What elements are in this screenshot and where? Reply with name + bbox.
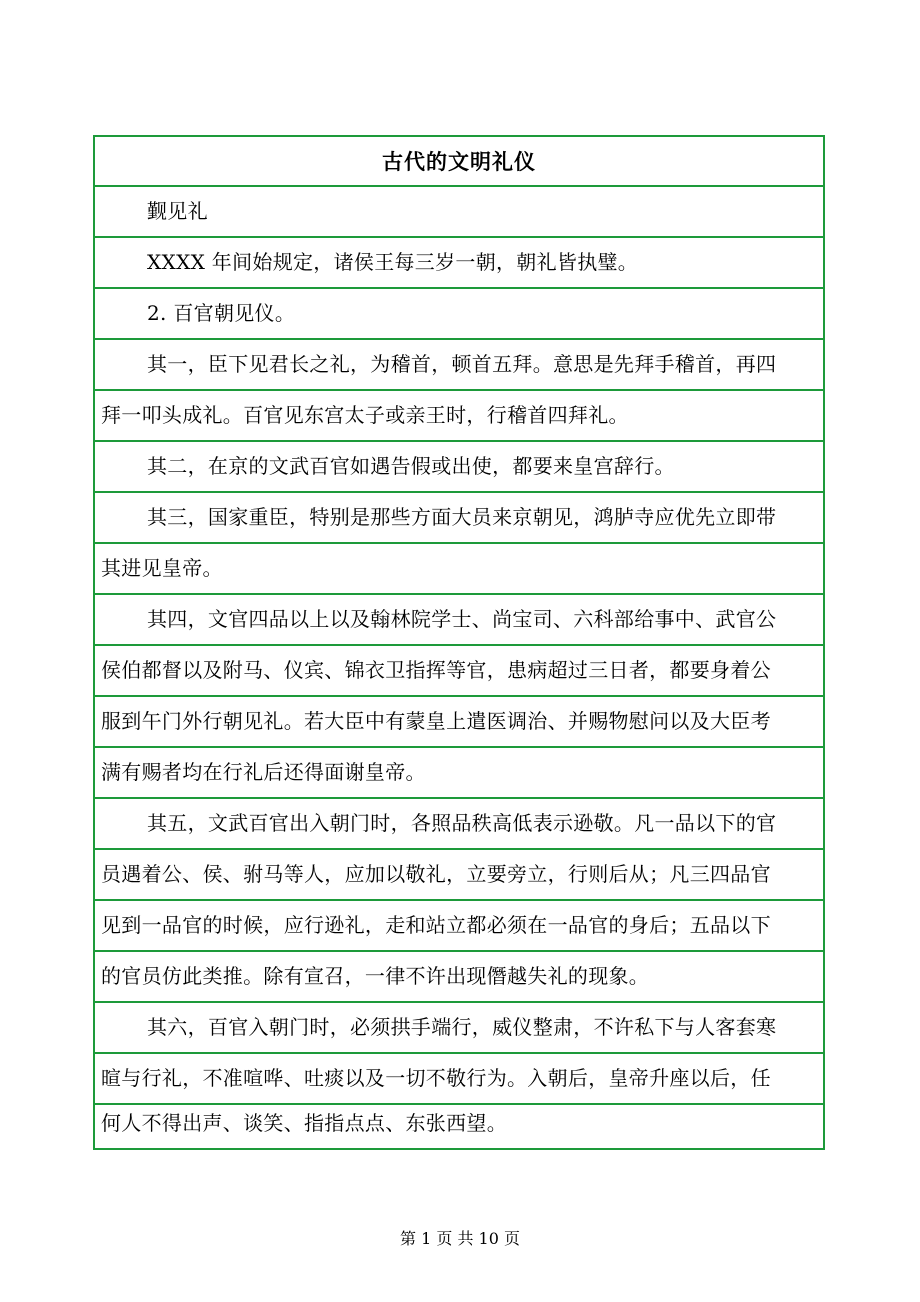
text-line: 员遇着公、侯、驸马等人，应加以敬礼，立要旁立，行则后从；凡三四品官	[101, 862, 771, 886]
document-table	[93, 135, 825, 1150]
text-line: XXXX 年间始规定，诸侯王每三岁一朝，朝礼皆执璧。	[147, 250, 639, 274]
text-line: 侯伯都督以及附马、仪宾、锦衣卫指挥等官，患病超过三日者，都要身着公	[101, 658, 771, 682]
text-line: 其进见皇帝。	[101, 556, 223, 580]
text-line: 其一，臣下见君长之礼，为稽首，顿首五拜。意思是先拜手稽首，再四	[147, 352, 777, 376]
text-line: 服到午门外行朝见礼。若大臣中有蒙皇上遣医调治、并赐物慰问以及大臣考	[101, 709, 771, 733]
text-line: 见到一品官的时候，应行逊礼，走和站立都必须在一品官的身后；五品以下	[101, 913, 771, 937]
page-number: 第 1 页 共 10 页	[400, 1229, 520, 1248]
text-line: 的官员仿此类推。除有宣召，一律不许出现僭越失礼的现象。	[101, 964, 650, 988]
text-line: 其三，国家重臣，特别是那些方面大员来京朝见，鸿胪寺应优先立即带	[147, 505, 777, 529]
text-line: 其六，百官入朝门时，必须拱手端行，威仪整肃，不许私下与人客套寒	[147, 1015, 777, 1039]
text-line: 其五，文武百官出入朝门时，各照品秩高低表示逊敬。凡一品以下的官	[147, 811, 777, 835]
document-title: 古代的文明礼仪	[382, 149, 536, 174]
text-line: 其二，在京的文武百官如遇告假或出使，都要来皇宫辞行。	[147, 454, 675, 478]
text-line: 觐见礼	[147, 199, 208, 223]
text-line: 何人不得出声、谈笑、指指点点、东张西望。	[101, 1111, 507, 1135]
text-line: 满有赐者均在行礼后还得面谢皇帝。	[101, 760, 426, 784]
text-line: 2. 百官朝见仪。	[147, 301, 296, 325]
text-line: 拜一叩头成礼。百官见东宫太子或亲王时，行稽首四拜礼。	[101, 403, 629, 427]
text-line: 暄与行礼，不准喧哗、吐痰以及一切不敬行为。入朝后，皇帝升座以后，任	[101, 1066, 771, 1090]
text-line: 其四，文官四品以上以及翰林院学士、尚宝司、六科部给事中、武官公	[147, 607, 777, 631]
